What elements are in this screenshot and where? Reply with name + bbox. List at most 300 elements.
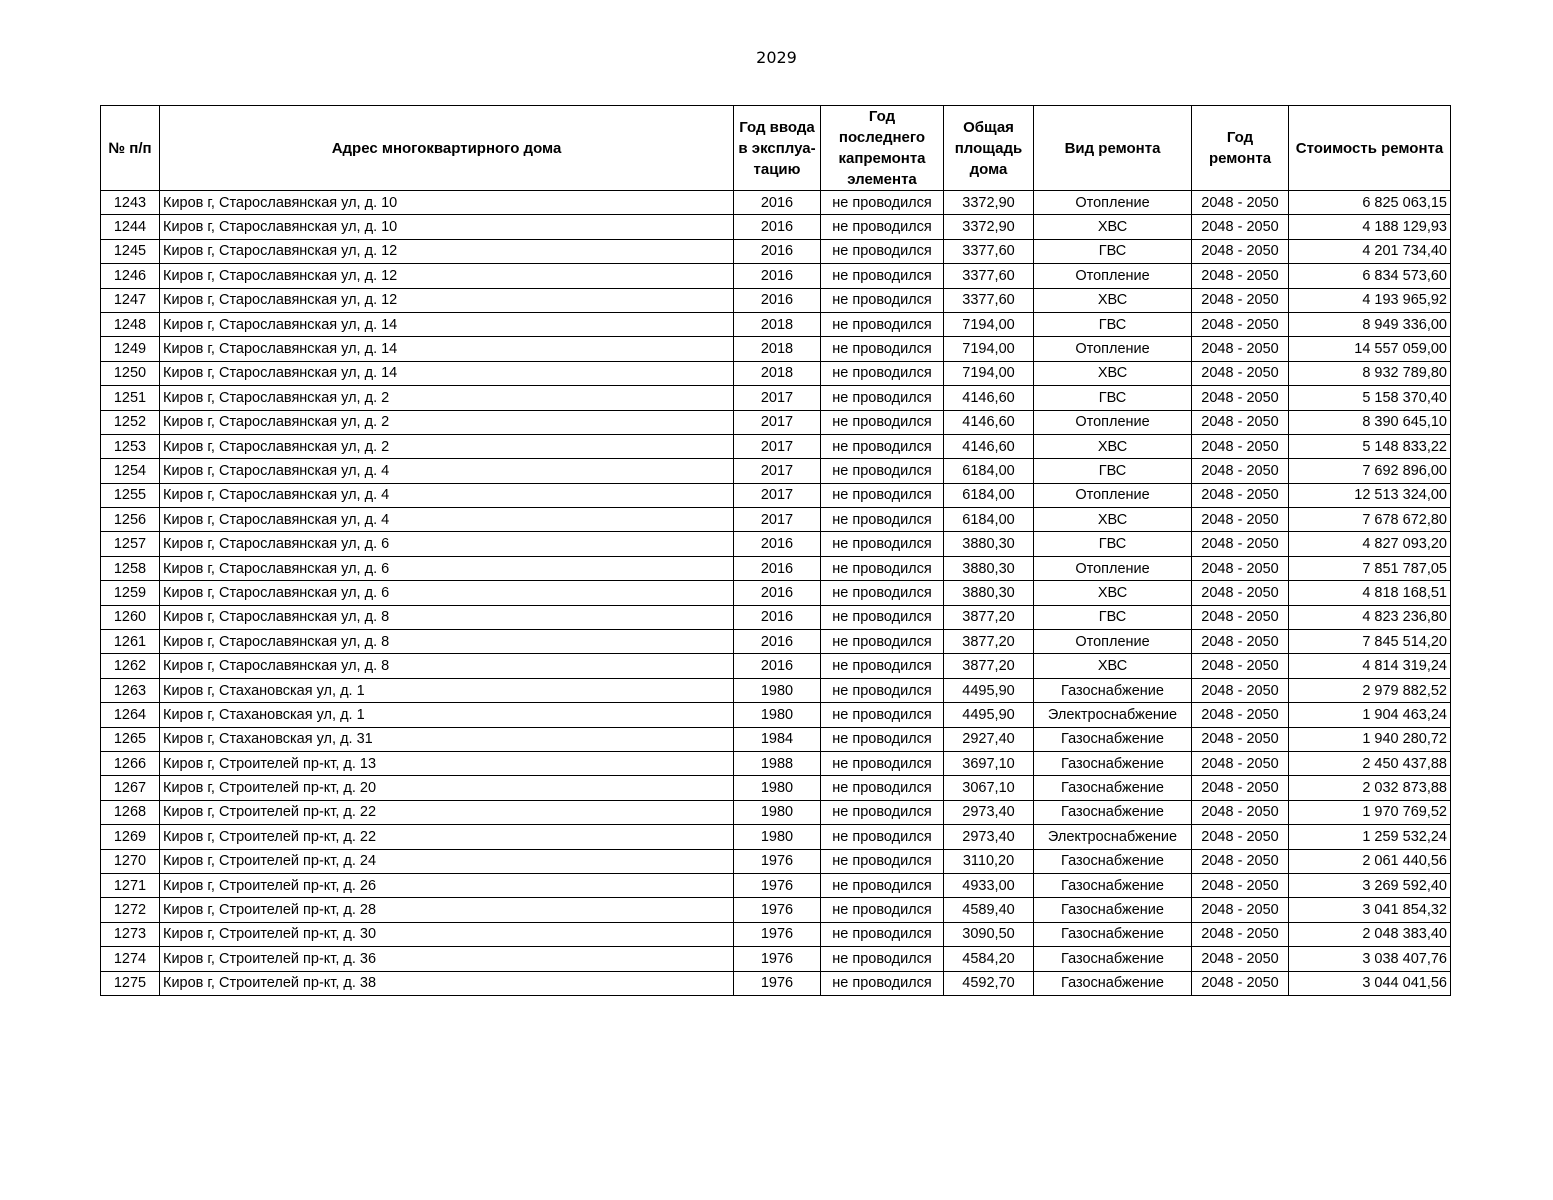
cell-last-repair: не проводился — [821, 800, 944, 824]
cell-repair-type: ХВС — [1034, 215, 1192, 239]
cell-area: 2927,40 — [944, 727, 1034, 751]
cell-repair-year: 2048 - 2050 — [1192, 459, 1289, 483]
cell-repair-year: 2048 - 2050 — [1192, 800, 1289, 824]
cell-last-repair: не проводился — [821, 288, 944, 312]
cell-num: 1246 — [101, 264, 160, 288]
cell-num: 1248 — [101, 312, 160, 336]
cell-repair-type: ГВС — [1034, 386, 1192, 410]
cell-repair-year: 2048 - 2050 — [1192, 654, 1289, 678]
table-row — [101, 337, 1451, 361]
cell-address: Киров г, Старославянская ул, д. 8 — [160, 654, 734, 678]
cell-year-built: 1984 — [734, 727, 821, 751]
cell-year-built: 2016 — [734, 654, 821, 678]
cell-num: 1264 — [101, 703, 160, 727]
table-row — [101, 508, 1451, 532]
cell-repair-year: 2048 - 2050 — [1192, 873, 1289, 897]
table-row — [101, 849, 1451, 873]
cell-cost: 7 692 896,00 — [1289, 459, 1451, 483]
cell-address: Киров г, Старославянская ул, д. 10 — [160, 215, 734, 239]
cell-area: 3377,60 — [944, 239, 1034, 263]
cell-cost: 3 044 041,56 — [1289, 971, 1451, 995]
cell-num: 1270 — [101, 849, 160, 873]
cell-repair-type: ХВС — [1034, 434, 1192, 458]
cell-address: Киров г, Старославянская ул, д. 12 — [160, 264, 734, 288]
cell-repair-year: 2048 - 2050 — [1192, 239, 1289, 263]
cell-repair-type: Газоснабжение — [1034, 751, 1192, 775]
cell-repair-year: 2048 - 2050 — [1192, 312, 1289, 336]
table-row — [101, 727, 1451, 751]
cell-address: Киров г, Строителей пр-кт, д. 36 — [160, 947, 734, 971]
cell-last-repair: не проводился — [821, 556, 944, 580]
cell-cost: 1 970 769,52 — [1289, 800, 1451, 824]
cell-cost: 4 827 093,20 — [1289, 532, 1451, 556]
cell-area: 7194,00 — [944, 337, 1034, 361]
cell-last-repair: не проводился — [821, 947, 944, 971]
table-row — [101, 776, 1451, 800]
cell-repair-year: 2048 - 2050 — [1192, 386, 1289, 410]
header-cost: Стоимость ремонта — [1289, 106, 1451, 191]
cell-area: 3877,20 — [944, 654, 1034, 678]
cell-cost: 5 158 370,40 — [1289, 386, 1451, 410]
cell-repair-year: 2048 - 2050 — [1192, 410, 1289, 434]
table-row — [101, 410, 1451, 434]
table-row — [101, 678, 1451, 702]
cell-year-built: 2016 — [734, 630, 821, 654]
cell-address: Киров г, Старославянская ул, д. 12 — [160, 239, 734, 263]
cell-num: 1245 — [101, 239, 160, 263]
cell-area: 6184,00 — [944, 459, 1034, 483]
cell-last-repair: не проводился — [821, 751, 944, 775]
cell-area: 3877,20 — [944, 630, 1034, 654]
table-row — [101, 751, 1451, 775]
cell-num: 1273 — [101, 922, 160, 946]
cell-repair-type: Электроснабжение — [1034, 825, 1192, 849]
cell-last-repair: не проводился — [821, 873, 944, 897]
cell-last-repair: не проводился — [821, 361, 944, 385]
cell-area: 4592,70 — [944, 971, 1034, 995]
cell-year-built: 1980 — [734, 776, 821, 800]
cell-cost: 7 851 787,05 — [1289, 556, 1451, 580]
cell-last-repair: не проводился — [821, 532, 944, 556]
cell-area: 3377,60 — [944, 264, 1034, 288]
cell-num: 1268 — [101, 800, 160, 824]
cell-cost: 1 904 463,24 — [1289, 703, 1451, 727]
cell-repair-year: 2048 - 2050 — [1192, 264, 1289, 288]
cell-num: 1249 — [101, 337, 160, 361]
cell-cost: 1 940 280,72 — [1289, 727, 1451, 751]
table-row — [101, 825, 1451, 849]
cell-repair-type: Отопление — [1034, 630, 1192, 654]
cell-area: 4495,90 — [944, 678, 1034, 702]
cell-cost: 3 041 854,32 — [1289, 898, 1451, 922]
table-row — [101, 703, 1451, 727]
cell-last-repair: не проводился — [821, 410, 944, 434]
cell-cost: 8 932 789,80 — [1289, 361, 1451, 385]
cell-year-built: 2016 — [734, 556, 821, 580]
cell-last-repair: не проводился — [821, 191, 944, 215]
cell-address: Киров г, Старославянская ул, д. 6 — [160, 532, 734, 556]
cell-cost: 4 818 168,51 — [1289, 581, 1451, 605]
cell-repair-year: 2048 - 2050 — [1192, 727, 1289, 751]
cell-year-built: 1988 — [734, 751, 821, 775]
cell-year-built: 1976 — [734, 849, 821, 873]
cell-last-repair: не проводился — [821, 630, 944, 654]
cell-address: Киров г, Строителей пр-кт, д. 26 — [160, 873, 734, 897]
table-row — [101, 922, 1451, 946]
cell-last-repair: не проводился — [821, 922, 944, 946]
cell-num: 1257 — [101, 532, 160, 556]
cell-repair-year: 2048 - 2050 — [1192, 605, 1289, 629]
cell-cost: 4 823 236,80 — [1289, 605, 1451, 629]
cell-cost: 8 949 336,00 — [1289, 312, 1451, 336]
cell-year-built: 2016 — [734, 581, 821, 605]
cell-address: Киров г, Старославянская ул, д. 10 — [160, 191, 734, 215]
cell-year-built: 2016 — [734, 532, 821, 556]
table-row — [101, 483, 1451, 507]
table-row — [101, 605, 1451, 629]
header-area: Общая площадь дома — [944, 106, 1034, 191]
cell-address: Киров г, Строителей пр-кт, д. 22 — [160, 825, 734, 849]
table-row — [101, 191, 1451, 215]
cell-address: Киров г, Старославянская ул, д. 2 — [160, 410, 734, 434]
cell-cost: 2 450 437,88 — [1289, 751, 1451, 775]
cell-address: Киров г, Старославянская ул, д. 8 — [160, 630, 734, 654]
cell-num: 1252 — [101, 410, 160, 434]
table-row — [101, 971, 1451, 995]
cell-num: 1269 — [101, 825, 160, 849]
cell-area: 6184,00 — [944, 508, 1034, 532]
page-number: 2029 — [756, 48, 797, 67]
cell-cost: 4 814 319,24 — [1289, 654, 1451, 678]
cell-cost: 6 834 573,60 — [1289, 264, 1451, 288]
cell-repair-type: ХВС — [1034, 361, 1192, 385]
cell-last-repair: не проводился — [821, 386, 944, 410]
cell-year-built: 2017 — [734, 459, 821, 483]
cell-cost: 2 061 440,56 — [1289, 849, 1451, 873]
cell-repair-type: Отопление — [1034, 410, 1192, 434]
cell-address: Киров г, Строителей пр-кт, д. 38 — [160, 971, 734, 995]
cell-address: Киров г, Стахановская ул, д. 31 — [160, 727, 734, 751]
cell-repair-type: ХВС — [1034, 581, 1192, 605]
cell-num: 1260 — [101, 605, 160, 629]
cell-repair-year: 2048 - 2050 — [1192, 678, 1289, 702]
cell-num: 1256 — [101, 508, 160, 532]
cell-area: 3067,10 — [944, 776, 1034, 800]
cell-repair-type: Отопление — [1034, 483, 1192, 507]
cell-last-repair: не проводился — [821, 727, 944, 751]
cell-year-built: 1976 — [734, 898, 821, 922]
table-row — [101, 312, 1451, 336]
cell-repair-type: ГВС — [1034, 605, 1192, 629]
cell-last-repair: не проводился — [821, 703, 944, 727]
cell-area: 7194,00 — [944, 312, 1034, 336]
cell-address: Киров г, Строителей пр-кт, д. 28 — [160, 898, 734, 922]
cell-year-built: 2018 — [734, 312, 821, 336]
cell-repair-year: 2048 - 2050 — [1192, 191, 1289, 215]
cell-area: 3110,20 — [944, 849, 1034, 873]
cell-repair-year: 2048 - 2050 — [1192, 508, 1289, 532]
cell-repair-type: ГВС — [1034, 459, 1192, 483]
cell-repair-year: 2048 - 2050 — [1192, 751, 1289, 775]
cell-address: Киров г, Строителей пр-кт, д. 24 — [160, 849, 734, 873]
cell-address: Киров г, Старославянская ул, д. 14 — [160, 361, 734, 385]
cell-area: 7194,00 — [944, 361, 1034, 385]
cell-repair-type: ГВС — [1034, 312, 1192, 336]
cell-year-built: 2017 — [734, 410, 821, 434]
cell-area: 2973,40 — [944, 800, 1034, 824]
cell-year-built: 1980 — [734, 800, 821, 824]
cell-year-built: 2018 — [734, 337, 821, 361]
cell-last-repair: не проводился — [821, 239, 944, 263]
table-row — [101, 239, 1451, 263]
cell-cost: 12 513 324,00 — [1289, 483, 1451, 507]
cell-year-built: 2017 — [734, 386, 821, 410]
cell-last-repair: не проводился — [821, 849, 944, 873]
cell-year-built: 1980 — [734, 703, 821, 727]
cell-area: 3377,60 — [944, 288, 1034, 312]
cell-repair-type: Газоснабжение — [1034, 678, 1192, 702]
header-repair-type: Вид ремонта — [1034, 106, 1192, 191]
cell-num: 1262 — [101, 654, 160, 678]
cell-cost: 7 678 672,80 — [1289, 508, 1451, 532]
cell-repair-year: 2048 - 2050 — [1192, 581, 1289, 605]
cell-year-built: 2016 — [734, 605, 821, 629]
cell-repair-type: Газоснабжение — [1034, 776, 1192, 800]
cell-year-built: 1976 — [734, 971, 821, 995]
cell-address: Киров г, Старославянская ул, д. 12 — [160, 288, 734, 312]
cell-address: Киров г, Строителей пр-кт, д. 20 — [160, 776, 734, 800]
cell-repair-type: Отопление — [1034, 264, 1192, 288]
table-row — [101, 386, 1451, 410]
cell-repair-type: Газоснабжение — [1034, 971, 1192, 995]
cell-num: 1266 — [101, 751, 160, 775]
cell-repair-year: 2048 - 2050 — [1192, 922, 1289, 946]
cell-last-repair: не проводился — [821, 605, 944, 629]
cell-repair-year: 2048 - 2050 — [1192, 849, 1289, 873]
cell-repair-year: 2048 - 2050 — [1192, 776, 1289, 800]
table-row — [101, 532, 1451, 556]
header-last-repair: Год последнего капремонта элемента — [821, 106, 944, 191]
cell-cost: 8 390 645,10 — [1289, 410, 1451, 434]
cell-repair-year: 2048 - 2050 — [1192, 630, 1289, 654]
cell-address: Киров г, Старославянская ул, д. 2 — [160, 386, 734, 410]
cell-area: 3090,50 — [944, 922, 1034, 946]
cell-last-repair: не проводился — [821, 898, 944, 922]
cell-num: 1244 — [101, 215, 160, 239]
cell-num: 1275 — [101, 971, 160, 995]
cell-repair-type: Газоснабжение — [1034, 727, 1192, 751]
cell-year-built: 2016 — [734, 239, 821, 263]
cell-last-repair: не проводился — [821, 483, 944, 507]
cell-repair-type: ХВС — [1034, 654, 1192, 678]
cell-repair-type: Газоснабжение — [1034, 873, 1192, 897]
cell-repair-year: 2048 - 2050 — [1192, 556, 1289, 580]
cell-last-repair: не проводился — [821, 337, 944, 361]
repair-schedule-table — [100, 105, 1451, 996]
cell-year-built: 1976 — [734, 873, 821, 897]
cell-cost: 6 825 063,15 — [1289, 191, 1451, 215]
table-row — [101, 581, 1451, 605]
cell-repair-year: 2048 - 2050 — [1192, 337, 1289, 361]
cell-num: 1272 — [101, 898, 160, 922]
cell-num: 1251 — [101, 386, 160, 410]
cell-cost: 2 979 882,52 — [1289, 678, 1451, 702]
cell-repair-year: 2048 - 2050 — [1192, 361, 1289, 385]
cell-num: 1265 — [101, 727, 160, 751]
cell-last-repair: не проводился — [821, 971, 944, 995]
cell-year-built: 1976 — [734, 922, 821, 946]
cell-cost: 2 048 383,40 — [1289, 922, 1451, 946]
cell-address: Киров г, Старославянская ул, д. 4 — [160, 459, 734, 483]
table-header-row — [101, 106, 1451, 191]
cell-address: Киров г, Старославянская ул, д. 4 — [160, 483, 734, 507]
cell-repair-type: Газоснабжение — [1034, 947, 1192, 971]
cell-repair-type: ГВС — [1034, 532, 1192, 556]
table-row — [101, 630, 1451, 654]
cell-address: Киров г, Строителей пр-кт, д. 22 — [160, 800, 734, 824]
header-num: № п/п — [101, 106, 160, 191]
cell-year-built: 2016 — [734, 264, 821, 288]
cell-address: Киров г, Стахановская ул, д. 1 — [160, 703, 734, 727]
cell-num: 1250 — [101, 361, 160, 385]
cell-last-repair: не проводился — [821, 654, 944, 678]
cell-year-built: 2017 — [734, 434, 821, 458]
cell-num: 1253 — [101, 434, 160, 458]
cell-address: Киров г, Строителей пр-кт, д. 30 — [160, 922, 734, 946]
cell-num: 1271 — [101, 873, 160, 897]
cell-repair-type: Газоснабжение — [1034, 800, 1192, 824]
cell-repair-type: ГВС — [1034, 239, 1192, 263]
cell-year-built: 2017 — [734, 508, 821, 532]
cell-year-built: 2016 — [734, 191, 821, 215]
cell-cost: 4 193 965,92 — [1289, 288, 1451, 312]
cell-last-repair: не проводился — [821, 581, 944, 605]
cell-repair-type: Газоснабжение — [1034, 898, 1192, 922]
cell-address: Киров г, Старославянская ул, д. 2 — [160, 434, 734, 458]
table-row — [101, 215, 1451, 239]
cell-cost: 3 038 407,76 — [1289, 947, 1451, 971]
cell-address: Киров г, Строителей пр-кт, д. 13 — [160, 751, 734, 775]
cell-repair-year: 2048 - 2050 — [1192, 971, 1289, 995]
cell-cost: 14 557 059,00 — [1289, 337, 1451, 361]
cell-cost: 2 032 873,88 — [1289, 776, 1451, 800]
cell-cost: 4 188 129,93 — [1289, 215, 1451, 239]
cell-repair-type: Отопление — [1034, 191, 1192, 215]
cell-address: Киров г, Старославянская ул, д. 6 — [160, 556, 734, 580]
cell-area: 3372,90 — [944, 215, 1034, 239]
cell-last-repair: не проводился — [821, 776, 944, 800]
cell-year-built: 2016 — [734, 288, 821, 312]
table-body — [101, 191, 1451, 996]
cell-repair-type: Отопление — [1034, 337, 1192, 361]
cell-address: Киров г, Старославянская ул, д. 6 — [160, 581, 734, 605]
table-row — [101, 873, 1451, 897]
cell-area: 3880,30 — [944, 532, 1034, 556]
cell-cost: 5 148 833,22 — [1289, 434, 1451, 458]
cell-last-repair: не проводился — [821, 678, 944, 702]
cell-cost: 7 845 514,20 — [1289, 630, 1451, 654]
cell-repair-type: ХВС — [1034, 288, 1192, 312]
cell-address: Киров г, Старославянская ул, д. 8 — [160, 605, 734, 629]
cell-last-repair: не проводился — [821, 508, 944, 532]
cell-area: 3880,30 — [944, 581, 1034, 605]
cell-year-built: 1980 — [734, 825, 821, 849]
table-row — [101, 264, 1451, 288]
cell-repair-type: ХВС — [1034, 508, 1192, 532]
cell-area: 6184,00 — [944, 483, 1034, 507]
cell-repair-year: 2048 - 2050 — [1192, 288, 1289, 312]
cell-last-repair: не проводился — [821, 312, 944, 336]
table-row — [101, 654, 1451, 678]
cell-repair-year: 2048 - 2050 — [1192, 483, 1289, 507]
cell-area: 4933,00 — [944, 873, 1034, 897]
cell-last-repair: не проводился — [821, 434, 944, 458]
header-repair-year: Год ремонта — [1192, 106, 1289, 191]
header-year-built: Год ввода в эксплуа-тацию — [734, 106, 821, 191]
cell-repair-year: 2048 - 2050 — [1192, 825, 1289, 849]
table-row — [101, 947, 1451, 971]
cell-repair-type: Газоснабжение — [1034, 922, 1192, 946]
table-row — [101, 288, 1451, 312]
cell-repair-year: 2048 - 2050 — [1192, 215, 1289, 239]
cell-year-built: 1976 — [734, 947, 821, 971]
cell-num: 1243 — [101, 191, 160, 215]
table-row — [101, 434, 1451, 458]
table-row — [101, 556, 1451, 580]
cell-last-repair: не проводился — [821, 825, 944, 849]
cell-cost: 3 269 592,40 — [1289, 873, 1451, 897]
cell-repair-year: 2048 - 2050 — [1192, 898, 1289, 922]
cell-year-built: 1980 — [734, 678, 821, 702]
cell-num: 1247 — [101, 288, 160, 312]
cell-area: 4584,20 — [944, 947, 1034, 971]
cell-last-repair: не проводился — [821, 215, 944, 239]
cell-area: 4146,60 — [944, 386, 1034, 410]
cell-num: 1267 — [101, 776, 160, 800]
cell-last-repair: не проводился — [821, 264, 944, 288]
cell-repair-year: 2048 - 2050 — [1192, 947, 1289, 971]
cell-year-built: 2018 — [734, 361, 821, 385]
cell-num: 1263 — [101, 678, 160, 702]
cell-address: Киров г, Стахановская ул, д. 1 — [160, 678, 734, 702]
table-row — [101, 361, 1451, 385]
table-row — [101, 459, 1451, 483]
cell-repair-year: 2048 - 2050 — [1192, 703, 1289, 727]
cell-last-repair: не проводился — [821, 459, 944, 483]
cell-repair-type: Отопление — [1034, 556, 1192, 580]
cell-area: 4589,40 — [944, 898, 1034, 922]
cell-area: 4146,60 — [944, 434, 1034, 458]
cell-repair-type: Электроснабжение — [1034, 703, 1192, 727]
cell-cost: 1 259 532,24 — [1289, 825, 1451, 849]
cell-num: 1258 — [101, 556, 160, 580]
cell-num: 1254 — [101, 459, 160, 483]
cell-year-built: 2016 — [734, 215, 821, 239]
cell-cost: 4 201 734,40 — [1289, 239, 1451, 263]
cell-num: 1274 — [101, 947, 160, 971]
cell-area: 3697,10 — [944, 751, 1034, 775]
cell-num: 1255 — [101, 483, 160, 507]
cell-repair-year: 2048 - 2050 — [1192, 434, 1289, 458]
table-row — [101, 898, 1451, 922]
cell-address: Киров г, Старославянская ул, д. 14 — [160, 337, 734, 361]
cell-area: 4495,90 — [944, 703, 1034, 727]
header-address: Адрес многоквартирного дома — [160, 106, 734, 191]
cell-area: 4146,60 — [944, 410, 1034, 434]
cell-area: 3880,30 — [944, 556, 1034, 580]
cell-num: 1261 — [101, 630, 160, 654]
cell-address: Киров г, Старославянская ул, д. 4 — [160, 508, 734, 532]
